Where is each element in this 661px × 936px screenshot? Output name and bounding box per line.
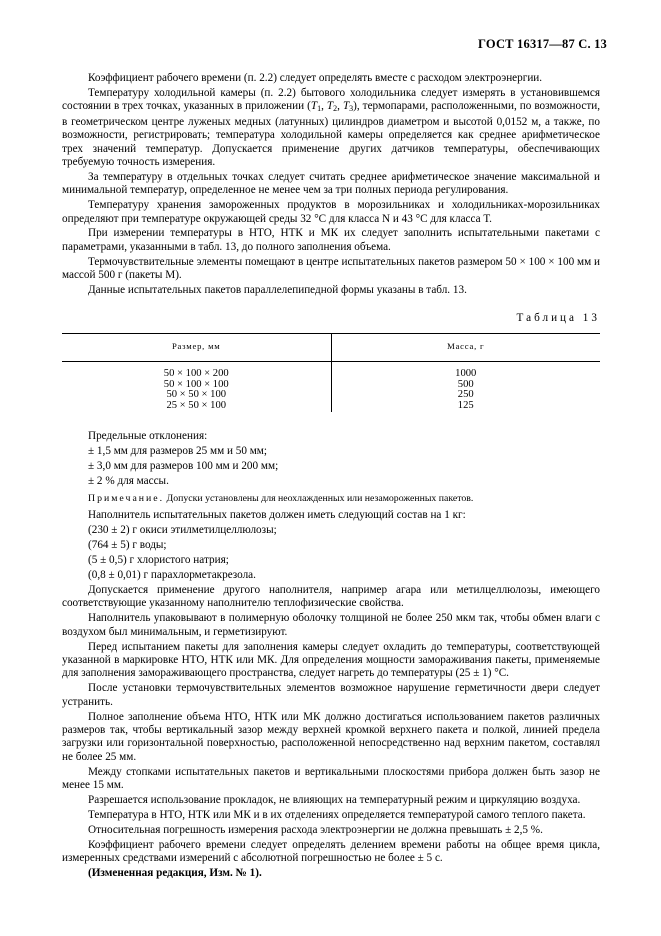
table-13: [62, 333, 600, 412]
list-item: (0,8 ± 0,01) г парахлорметакрезола.: [88, 569, 256, 582]
paragraph-warmest-pack: Температура в НТО, НТК или МК и в их отделениях определяется температурой самого теплого пакета.: [88, 809, 586, 821]
paragraph-work-time-calc: Коэффициент рабочего времени следует определять делением времени работы на общее время цикла, измеренных средствами измерений с абсолютной погрешностью не более ± 5 с.: [62, 838, 600, 865]
paragraph-precooling: Перед испытанием пакеты для заполнения камеры следует охладить до температуры, соответствующей указанной в маркировке НТО, НТК или МК. Для определения мощности замораживания пакеты, применяемые для заполнения замораживающего пространства, следует нагреть до температуры (25 ± 1) °С.: [62, 640, 600, 680]
document-body: [62, 72, 600, 882]
list-item: ± 2 % для массы.: [88, 474, 169, 487]
note-label: Примечание.: [88, 493, 165, 505]
paragraph-table-ref: Данные испытательных пакетов параллелепипедной формы указаны в табл. 13.: [88, 284, 467, 297]
table-cell-size: 50 × 100 × 200 50 × 100 × 100 50 × 50 × 100 25 × 50 × 100: [62, 362, 331, 412]
paragraph-spacers: Разрешается использование прокладок, не влияющих на температурный режим и циркуляцию воздуха.: [88, 794, 581, 807]
paragraph-storage-temperature: Температуру хранения замороженных продуктов в морозильниках и холодильниках-морозильниках определяют при температуре окружающей среды 32 °С для класса N и 43 °С для класса Т.: [62, 199, 600, 225]
limits-title: Предельные отклонения:: [88, 429, 208, 442]
paragraph-chamber-temperature: Температуру холодильной камеры (п. 2.2) бытового холодильника следует измерять в установившемся состоянии в трех точках, указанных в приложении ($Т_1$, $Т_2$, $Т_3$), термопарами, расположенными, по возможности, в геометрическом центре луженых медных (латунных) цилиндров диаметром и высотой 0,0152 м, а также, по возможности, регистрировать; температура холодильной камеры определяется как среднее арифметическое трех значений температур. Допускается применение других датчиков температуры, обеспечивающих требуемую точность измерения.: [62, 86, 601, 168]
table-cell-mass: 1000 500 250 125: [455, 368, 477, 411]
list-item: ± 3,0 мм для размеров 100 мм и 200 мм;: [88, 459, 279, 472]
amendment-note: (Измененная редакция, Изм. № 1).: [88, 867, 262, 880]
composition-list: [62, 509, 600, 582]
list-item: (230 ± 2) г окиси этилметилцеллюлозы;: [88, 524, 277, 537]
paragraph-door-seal: После установки термочувствительных элементов возможное нарушение герметичности двери следует устранить.: [62, 682, 600, 708]
paragraph-packaging: Наполнитель упаковывают в полимерную оболочку толщиной не более 250 мкм так, чтобы обмен влаги с воздухом был минимальным, и герметизируют.: [62, 612, 600, 638]
paragraph-energy-error: Относительная погрешность измерения расхода электроэнергии не должна превышать ± 2,5 %.: [88, 823, 543, 836]
note: [88, 492, 600, 505]
page-header: ГОСТ 16317—87 С. 13: [478, 37, 607, 51]
paragraph-gap: Между стопками испытательных пакетов и вертикальными плоскостями прибора должен быть зазор не менее 15 мм.: [62, 765, 600, 792]
table-row: [62, 362, 600, 412]
list-item: (764 ± 5) г воды;: [88, 539, 167, 552]
paragraph-point-temperature: За температуру в отдельных точках следует считать среднее арифметическое значение максимальной и минимальной температур, определенное не менее чем за три полных периода регулирования.: [62, 170, 600, 197]
paragraph-work-time: Коэффициент рабочего времени (п. 2.2) следует определять вместе с расходом электроэнергии.: [88, 72, 543, 84]
table-header-mass: Масса, г: [331, 333, 600, 361]
note-text: Допуски установлены для неохлажденных или незамороженных пакетов.: [164, 493, 474, 505]
list-item: (5 ± 0,5) г хлористого натрия;: [88, 554, 229, 567]
limits-list: [62, 430, 600, 488]
paragraph-alt-filler: Допускается применение другого наполнителя, например агара или метилцеллюлозы, имеющего соответствующие указанному наполнителю теплофизические свойства.: [62, 584, 600, 610]
table-caption: Таблица 13: [516, 311, 600, 324]
paragraph-sensors: Термочувствительные элементы помещают в центре испытательных пакетов размером 50 × 100 × 100 мм и массой 500 г (пакеты М).: [62, 255, 600, 282]
composition-title: Наполнитель испытательных пакетов должен иметь следующий состав на 1 кг:: [88, 509, 466, 522]
paragraph-full-fill: Полное заполнение объема НТО, НТК или МК должно достигаться использованием пакетов различных размеров так, чтобы вертикальный зазор между верхней кромкой верхнего пакета и полкой, линией предела загрузки или горизонтальной поверхностью, расположенной непосредственно над верхним пакетом, составлял не более 25 мм.: [62, 710, 600, 763]
table-header-size: Размер, мм: [62, 333, 331, 361]
paragraph-measurement-fill: При измерении температуры в НТО, НТК и МК их следует заполнить испытательными пакетами с параметрами, указанными в табл. 13, до полного заполнения объема.: [62, 227, 600, 253]
list-item: ± 1,5 мм для размеров 25 мм и 50 мм;: [88, 444, 267, 457]
